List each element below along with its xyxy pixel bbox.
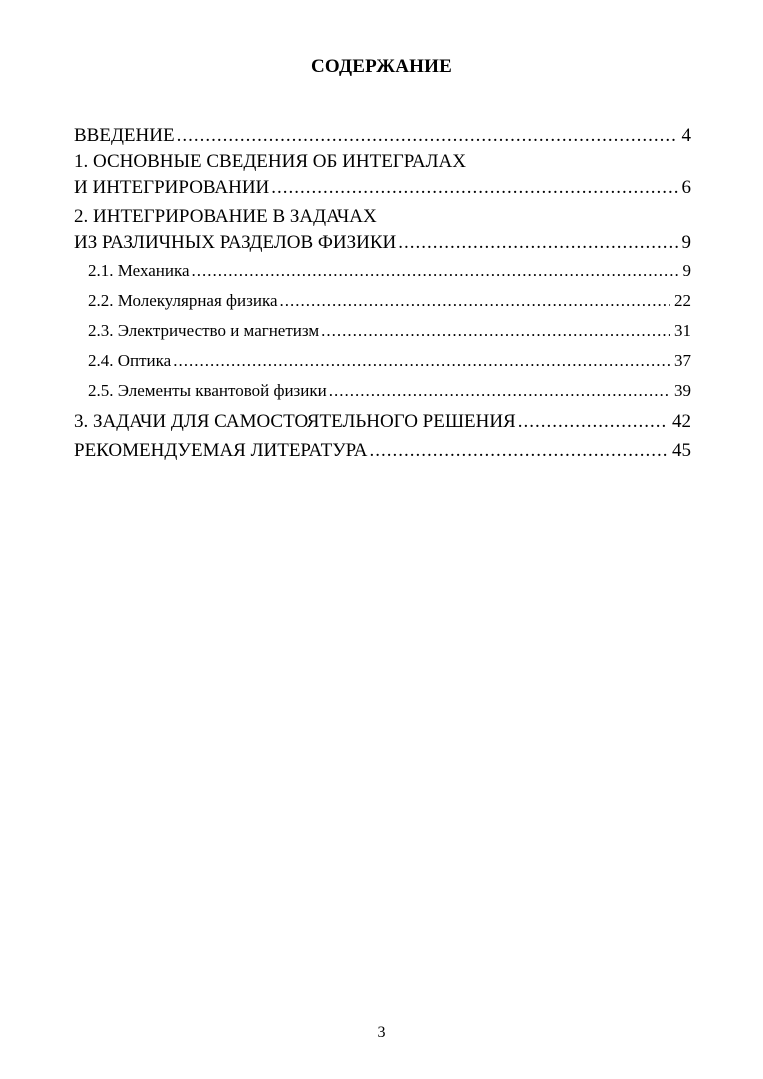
toc-entry-title-line-2: И ИНТЕГРИРОВАНИИ	[74, 177, 270, 198]
toc-entry-section-3	[74, 409, 691, 435]
toc-entry-page: 9	[681, 232, 691, 253]
toc-entry-section-2-5	[74, 376, 691, 406]
toc-entry-section-2	[74, 204, 691, 256]
page-title: СОДЕРЖАНИЕ	[311, 56, 452, 77]
toc-entry-page: 31	[674, 321, 691, 340]
page-number: 3	[377, 1024, 386, 1041]
toc-entry-title: ВВЕДЕНИЕ	[74, 125, 175, 146]
toc-entry-page: 4	[681, 125, 691, 146]
toc-entry-page: 9	[682, 261, 691, 280]
dot-leader	[370, 438, 668, 464]
toc-entry-page: 39	[674, 381, 691, 400]
toc-entry-page: 37	[674, 351, 691, 370]
toc-entry-title: 2.4. Оптика	[88, 351, 172, 370]
toc-entry-page: 22	[674, 291, 691, 310]
dot-leader	[329, 376, 670, 406]
toc-entry-section-2-2	[74, 286, 691, 316]
toc-entry-title: 2.5. Элементы квантовой физики	[88, 381, 327, 400]
dot-leader	[398, 230, 677, 256]
toc-entry-section-1	[74, 149, 691, 201]
toc-entry-title: РЕКОМЕНДУЕМАЯ ЛИТЕРАТУРА	[74, 440, 368, 461]
dot-leader	[177, 123, 678, 149]
toc-entry-title-line-1: 2. ИНТЕГРИРОВАНИЕ В ЗАДАЧАХ	[74, 206, 377, 227]
toc-entry-title: 3. ЗАДАЧИ ДЛЯ САМОСТОЯТЕЛЬНОГО РЕШЕНИЯ	[74, 411, 516, 432]
toc-entry-page: 42	[672, 411, 691, 432]
toc-entry-section-2-1	[74, 256, 691, 286]
toc-entry-title: 2.3. Электричество и магнетизм	[88, 321, 320, 340]
dot-leader	[271, 175, 677, 201]
dot-leader	[280, 286, 670, 316]
toc-entry-section-2-3	[74, 316, 691, 346]
table-of-contents	[74, 123, 691, 464]
toc-entry-title-line-2: ИЗ РАЗЛИЧНЫХ РАЗДЕЛОВ ФИЗИКИ	[74, 232, 397, 253]
dot-leader	[173, 346, 670, 376]
dot-leader	[321, 316, 670, 346]
dot-leader	[192, 256, 679, 286]
toc-entry-title-line-1: 1. ОСНОВНЫЕ СВЕДЕНИЯ ОБ ИНТЕГРАЛАХ	[74, 151, 466, 172]
toc-entry-literature	[74, 438, 691, 464]
toc-entry-title: 2.1. Механика	[88, 261, 190, 280]
toc-entry-page: 6	[681, 177, 691, 198]
toc-entry-section-2-4	[74, 346, 691, 376]
toc-entry-introduction	[74, 123, 691, 149]
toc-entry-title: 2.2. Молекулярная физика	[88, 291, 278, 310]
dot-leader	[518, 409, 668, 435]
toc-entry-page: 45	[672, 440, 691, 461]
